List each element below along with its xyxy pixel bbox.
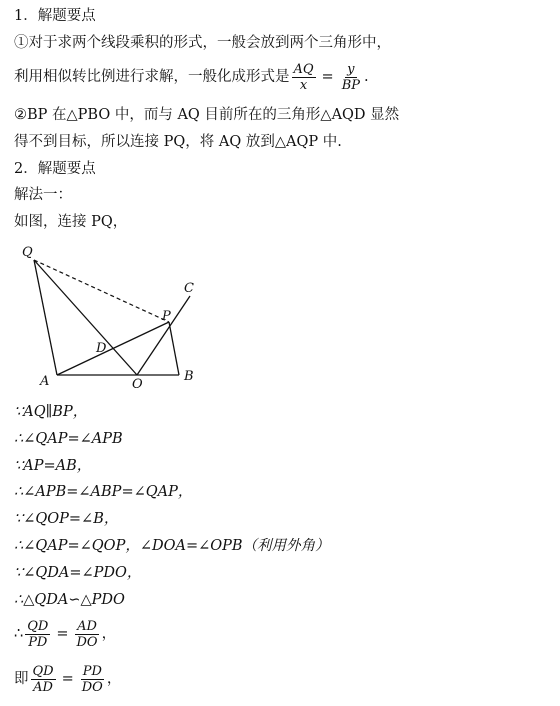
ratio-line-1 (14, 615, 116, 653)
fraction-pd-over-do (80, 664, 105, 695)
point-label-q: Q (22, 245, 33, 260)
segment-oc (137, 296, 190, 375)
fraction-aq-over-x (292, 62, 316, 93)
proof-step-5: ∵∠QOP=∠B， (14, 511, 119, 527)
fraction-denominator: DO (76, 634, 98, 650)
point-label-a: A (40, 374, 50, 389)
proof-step-7: ∵∠QDA=∠PDO， (14, 565, 142, 581)
section1-paragraph-1: ①对于求两个线段乘积的形式，一般会放到两个三角形中， (14, 35, 391, 51)
section1-paragraph-3: ②BP 在△PBO 中，而与 AQ 目前所在的三角形△AQD 显然 (14, 107, 400, 123)
equals-sign: = (321, 69, 334, 85)
therefore-symbol: ∴ (14, 626, 24, 642)
p2-text: 利用相似转比例进行求解，一般化成形式是 (14, 69, 290, 85)
fraction-denominator: x (299, 77, 308, 93)
fraction-y-over-bp (340, 62, 362, 93)
segment-bp (169, 322, 179, 375)
section2-heading: 2．解题要点 (14, 161, 96, 177)
fraction-denominator: BP (341, 77, 361, 93)
point-label-c: C (184, 281, 194, 296)
fraction-denominator: DO (81, 679, 103, 695)
proof-step-4: ∴∠APB=∠ABP=∠QAP， (14, 484, 193, 500)
segment-qo (34, 260, 137, 375)
period: . (364, 69, 369, 85)
equals-sign: = (56, 626, 69, 642)
comma: ， (101, 626, 117, 642)
comma: ， (106, 671, 122, 687)
point-label-b: B (184, 369, 194, 384)
segment-aq (34, 260, 57, 375)
ji-prefix: 即 (14, 671, 29, 687)
segment-pq-dashed (34, 260, 169, 322)
point-label-p: P (162, 309, 171, 324)
proof-step-6: ∴∠QAP=∠QOP，∠DOA=∠OPB（利用外角） (14, 538, 330, 554)
fraction-numerator: AD (77, 618, 97, 634)
intro-text: 如图，连接 PQ， (14, 214, 128, 230)
fraction-numerator: QD (32, 663, 54, 679)
equals-sign: = (61, 671, 74, 687)
fraction-denominator: PD (28, 634, 48, 650)
geometry-figure (14, 240, 214, 390)
point-label-d: D (96, 341, 107, 356)
section1-heading: 1．解题要点 (14, 8, 96, 24)
fraction-denominator: AD (33, 679, 53, 695)
proof-step-1: ∵AQ∥BP， (14, 404, 88, 420)
fraction-numerator: PD (82, 663, 102, 679)
proof-step-3: ∵AP=AB， (14, 458, 92, 474)
fraction-ad-over-do (74, 619, 99, 650)
section1-paragraph-2 (14, 58, 369, 96)
fraction-numerator: y (347, 61, 355, 77)
fraction-qd-over-ad (31, 664, 56, 695)
fraction-numerator: AQ (293, 61, 314, 77)
method-label: 解法一： (14, 187, 72, 203)
proof-step-8: ∴△QDA∽△PDO (14, 592, 125, 608)
fraction-qd-over-pd (25, 619, 50, 650)
fraction-numerator: QD (27, 618, 49, 634)
proof-step-2: ∴∠QAP=∠APB (14, 431, 123, 447)
point-label-o: O (132, 377, 143, 390)
section1-paragraph-4: 得不到目标，所以连接 PQ，将 AQ 放到△AQP 中. (14, 134, 342, 150)
ratio-line-2 (14, 660, 121, 698)
